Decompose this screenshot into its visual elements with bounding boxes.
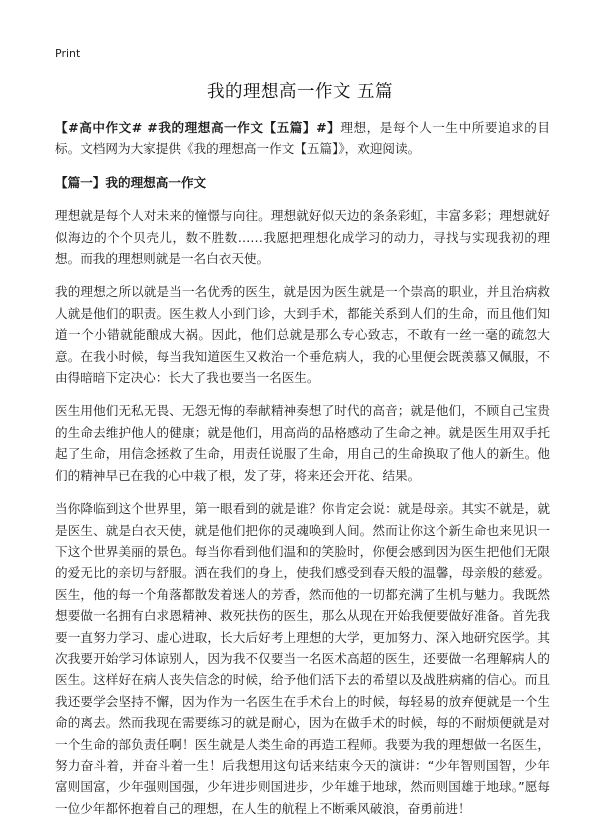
paragraph: 我的理想之所以就是当一名优秀的医生，就是因为医生就是一个崇高的职业，并且治病救人就是他们的职责。医生救人小到门诊，大到手术，都能关系到人们的生命，而且他们知道一个小错就能酿成大祸。因此，他们总就是那么专心致志，不敢有一丝一毫的疏忽大意。在我小时候，每当我知道医生又救治一个垂危病人，我的心里便会既羡慕又佩服，不由得暗暗下定决心：长大了我也要当一名医生。 — [55, 284, 550, 386]
intro-paragraph — [55, 117, 550, 160]
paragraph: 当你降临到这个世界里，第一眼看到的就是谁？你肯定会说：就是母亲。其实不就是，就是医生、就是白衣天使，就是他们把你的灵魂唤到人间。然而让你这个新生命也来见识一下这个世界美丽的景色。每当你看到他们温和的笑脸时，你便会感到因为医生把他们无限的爱无比的亲切与舒服。洒在我们的身上，使我们感受到春天般的温馨，母亲般的慈爱。医生，他的每一个角落都散发着迷人的芳香，然而他的一切都充满了生机与魅力。我既然想要做一名拥有白求恩精神、救死扶伤的医生，那么从现在开始我便要做好准备。首先我要一直努力学习、虚心进取，长大后好考上理想的大学，更加努力、深入地研究医学。其次我要开始学习体谅别人，因为我不仅要当一名医术高超的医生，还要做一名理解病人的医生。这样好在病人丧失信念的时候，给予他们活下去的希望以及战胜病痛的信心。而且我还要学会坚持不懈，因为作为一名医生在手术台上的时候，每轻易的放弃便就是一个生命的离去。然而我现在需要练习的就是耐心，因为在做手术的时候，每的不耐烦便就是对一个生命的部负责任啊！医生就是人类生命的再造工程师。我要为我的理想做一名医生，努力奋斗着，并奋斗着一生！后我想用这句话来结束今天的演讲：“少年智则国智，少年富则国富，少年强则国强，少年进步则国进步，少年雄于地球，然而则国雄于地球。”愿每一位少年都怀抱着自己的理想，在人生的航程上不断乘风破浪，奋勇前进！ — [55, 501, 550, 816]
section-heading: 【篇一】我的理想高一作文 — [55, 174, 207, 190]
paragraph: 医生用他们无私无畏、无怨无悔的奉献精神奏想了时代的高音；就是他们，不顾自己宝贵的生命去维护他人的健康；就是他们，用高尚的品格感动了生命之神。就是医生用双手托起了生命，用信念拯救了生命，用责任说服了生命，用自己的生命换取了他人的新生。他们的精神早已在我的心中栽了根，发了芽，将来还会开花、结果。 — [55, 403, 550, 483]
document-body — [55, 117, 550, 819]
intro-tag: 【#高中作文# #我的理想高一作文【五篇】#】 — [55, 120, 341, 135]
page-title: 我的理想高一作文 五篇 — [206, 82, 394, 102]
intro-text: 理想，是每个人一生中所要追求的目标。文档网为大家提供《我的理想高一作文【五篇】》，欢迎阅读。 — [55, 120, 551, 157]
paragraph: 理想就是每个人对未来的憧憬与向往。理想就好似天边的条条彩虹，丰富多彩；理想就好似海边的个个贝壳儿，数不胜数……我愿把理想化成学习的动力，寻找与实现我初的理想。而我的理想则就是一名白衣天使。 — [55, 208, 550, 267]
print-link[interactable]: Print — [55, 47, 81, 60]
